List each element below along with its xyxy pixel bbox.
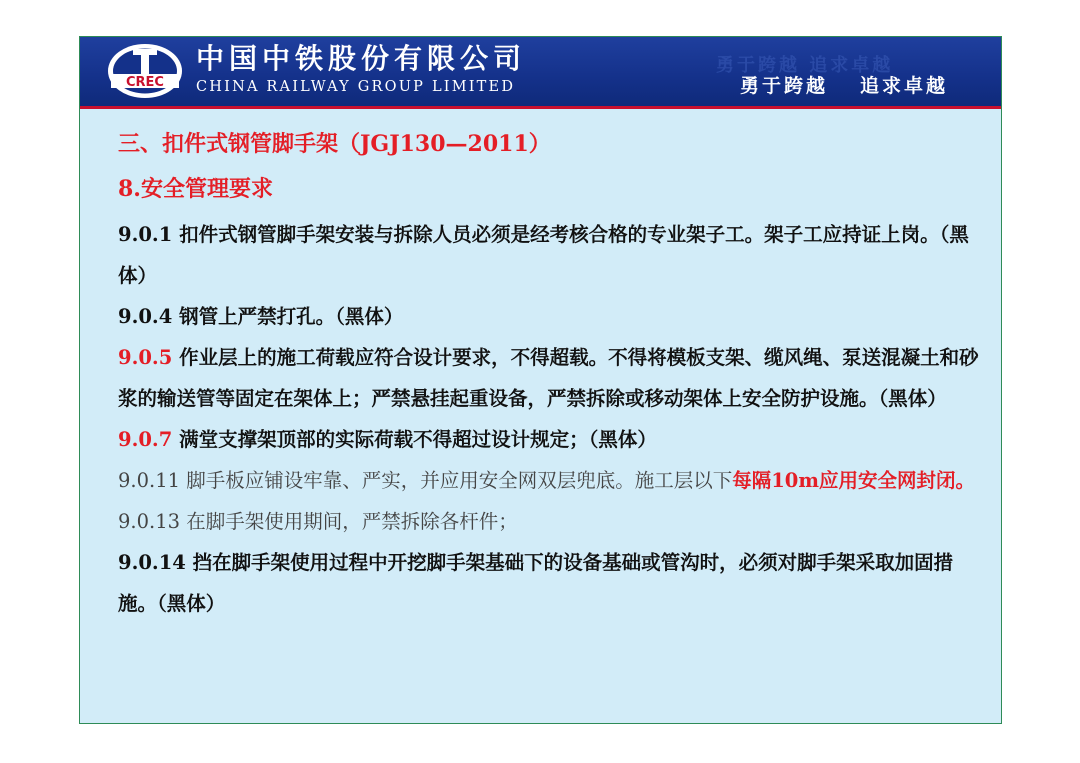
clause-text: 脚手板应铺设牢靠、严实，并应用安全网双层兜底。施工层以下 <box>180 469 733 492</box>
clause-text: 作业层上的施工荷载应符合设计要求，不得超载。不得将模板支架、缆风绳、泵送混凝土和砂浆的输送管等固定在架体上；严禁悬挂起重设备，严禁拆除或移动架体上安全防护设施。（黑体） <box>118 346 979 410</box>
clause-9-0-11 <box>118 460 988 501</box>
content-area <box>118 129 988 624</box>
company-name-cn: 中国中铁股份有限公司 <box>196 42 527 75</box>
slide <box>79 36 1002 724</box>
clause-9-0-1 <box>118 214 988 296</box>
clause-text: 钢管上严禁打孔。（黑体） <box>172 305 404 328</box>
slogan-shadow: 勇于跨越 追求卓越 <box>716 55 894 76</box>
clause-9-0-14 <box>118 542 988 624</box>
clause-highlight: 每隔10m应用安全网封闭。 <box>732 469 976 492</box>
clause-code: 9.0.11 <box>118 469 181 492</box>
clause-code: 9.0.13 <box>118 510 181 533</box>
clause-text: 挡在脚手架使用过程中开挖脚手架基础下的设备基础或管沟时，必须对脚手架采取加固措施。（黑体） <box>118 551 954 615</box>
slogan <box>740 73 948 99</box>
clause-code: 9.0.5 <box>118 346 173 369</box>
clause-text: 扣件式钢管脚手架安装与拆除人员必须是经考核合格的专业架子工。架子工应持证上岗。（黑体） <box>118 223 969 287</box>
clause-9-0-5 <box>118 337 988 419</box>
clause-text: 满堂支撑架顶部的实际荷载不得超过设计规定；（黑体） <box>172 428 657 451</box>
company-name-en: CHINA RAILWAY GROUP LIMITED <box>196 79 516 95</box>
section-title: 三、扣件式钢管脚手架（JGJ130—2011） <box>118 131 551 157</box>
crec-logo-icon <box>105 41 185 101</box>
clause-code: 9.0.7 <box>118 428 173 451</box>
logo-text: CREC <box>126 75 164 90</box>
clause-9-0-4 <box>118 296 988 337</box>
clause-9-0-7 <box>118 419 988 460</box>
header-banner <box>80 37 1001 109</box>
clause-text: 在脚手架使用期间，严禁拆除各杆件； <box>180 510 518 533</box>
clause-code: 9.0.1 <box>118 223 173 246</box>
clause-code: 9.0.4 <box>118 305 173 328</box>
section-subtitle: 8.安全管理要求 <box>118 176 273 202</box>
slogan-part-1: 勇于跨越 <box>740 75 829 97</box>
slogan-part-2: 追求卓越 <box>860 75 949 97</box>
clause-9-0-13 <box>118 501 988 542</box>
clause-code: 9.0.14 <box>118 551 186 574</box>
